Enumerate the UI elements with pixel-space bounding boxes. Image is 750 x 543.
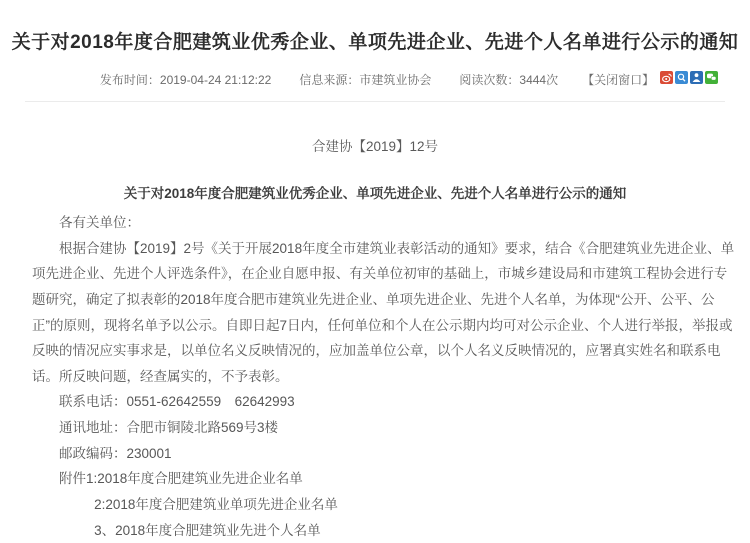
document-title: 关于对2018年度合肥建筑业优秀企业、单项先进企业、先进个人名单进行公示的通知 [123, 186, 627, 201]
tencent-share-icon[interactable] [675, 71, 688, 84]
attachment-item: 附件1:2018年度合肥建筑业先进企业名单 [59, 471, 303, 487]
document-body [0, 210, 750, 543]
sina-weibo-share-icon[interactable] [660, 71, 673, 84]
info-source-label: 信息来源： [299, 73, 360, 87]
publish-time-label: 发布时间： [99, 73, 160, 87]
header-divider [25, 101, 725, 102]
view-count-value: 3444次 [519, 73, 559, 87]
body-paragraph: 根据合建协【2019】2号《关于开展2018年度全市建筑业表彰活动的通知》要求，结合《合肥建筑业先进企业、单项先进企业、先进个人评选条件》，在企业自愿申报、有关单位初审的基础上，市城乡建设局和市建筑工程协会进行专题研究，确定了拟表彰的2018年度合肥市建筑业先进企业、单项先进企业、先进个人名单，为体现“公开、公平、公正”的原则，现将名单予以公示。自即日起7日内，任何单位和个人在公示期内均可对公示企业、个人进行举报，举报或反映的情况应实事求是，以单位名义反映情况的，应加盖单位公章，以个人名义反映情况的，应署真实姓名和联系电话。所反映问题，经查属实的，不予表彰。 [32, 240, 735, 384]
info-source [299, 71, 431, 88]
publish-time-value: 2019-04-24 21:12:22 [159, 73, 272, 87]
contact-phone: 联系电话：0551-62642559 62642993 [59, 394, 295, 410]
document-number: 合建协【2019】12号 [311, 139, 439, 154]
view-count-label: 阅读次数： [459, 73, 520, 87]
wechat-share-icon[interactable] [705, 71, 718, 84]
page-title: 关于对2018年度合肥建筑业优秀企业、单项先进企业、先进个人名单进行公示的通知 [11, 32, 739, 53]
info-source-value: 市建筑业协会 [359, 73, 432, 87]
postal-code: 邮政编码：230001 [59, 445, 172, 461]
attachment-item: 2:2018年度合肥建筑业单项先进企业名单 [94, 497, 338, 513]
contact-address: 通讯地址：合肥市铜陵北路569号3楼 [59, 420, 279, 436]
close-window-link[interactable]: 【关闭窗口】 [582, 73, 655, 87]
meta-bar [0, 71, 750, 88]
renren-share-icon[interactable] [690, 71, 703, 84]
share-bar [660, 71, 718, 84]
view-count [459, 71, 558, 88]
salutation: 各有关单位： [59, 215, 140, 230]
attachment-item: 3、2018年度合肥建筑业先进个人名单 [94, 522, 321, 538]
publish-time [100, 71, 271, 88]
